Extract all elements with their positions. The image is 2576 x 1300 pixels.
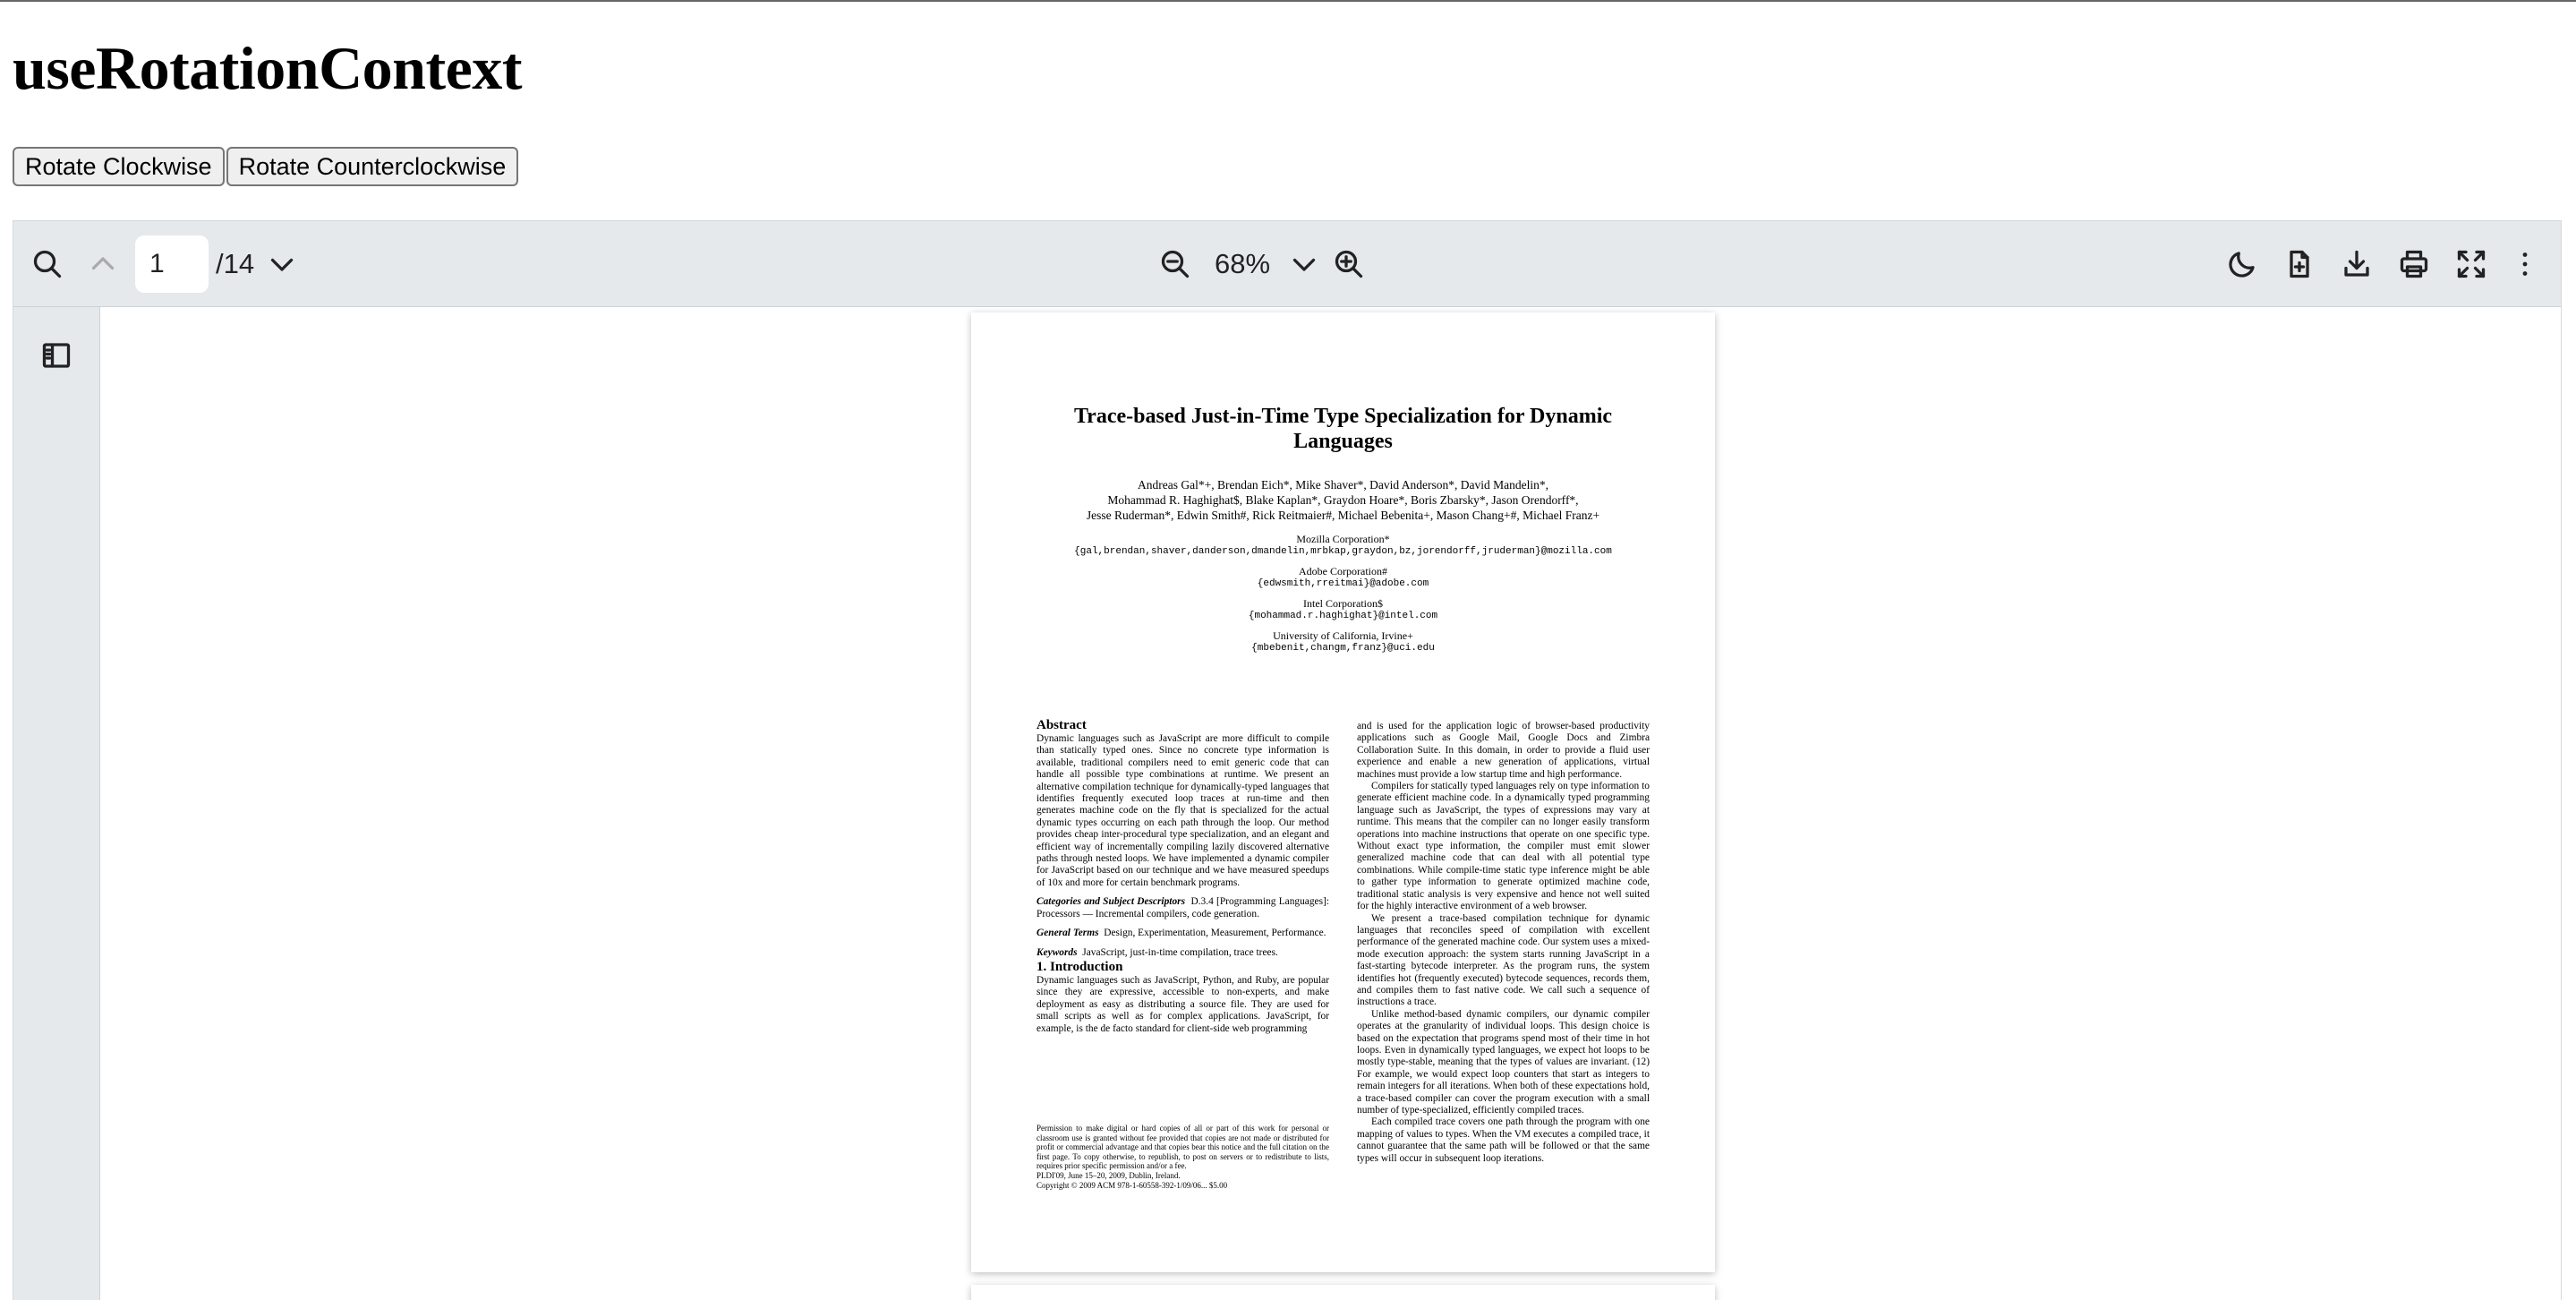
- affiliation-email: {edwsmith,rreitmai}@adobe.com: [1257, 578, 1429, 589]
- pdf-viewer: [13, 220, 2562, 1300]
- viewer-toolbar: [13, 221, 2561, 307]
- search-icon[interactable]: [26, 243, 69, 286]
- rotate-clockwise-button[interactable]: Rotate Clockwise: [13, 147, 225, 186]
- body-paragraph: Each compiled trace covers one path through the program with one mapping of values to types. When the VM executes a compiled trace, it cannot guarantee that the same path will be followed or that the same types will occur in subsequent loop iterations.: [1357, 1116, 1650, 1164]
- body-paragraph: and is used for the application logic of browser-based productivity applications such as Google Mail, Google Docs and Zimbra Collaboration Suite. In this domain, in order to provide a fluid user experience and enable a new generation of applications, virtual machines must provide a low startup time and high performance.: [1357, 721, 1650, 780]
- keywords-label: Keywords: [1036, 946, 1078, 958]
- right-column: [1357, 721, 1650, 1165]
- paper-authors: [1007, 477, 1679, 523]
- affiliation-name: Intel Corporation$: [1303, 597, 1383, 610]
- affiliation: [1007, 533, 1679, 558]
- download-icon[interactable]: [2335, 243, 2378, 286]
- zoom-out-icon[interactable]: [1154, 243, 1197, 286]
- chevron-up-icon[interactable]: [81, 243, 124, 286]
- terms-label: General Terms: [1036, 928, 1099, 939]
- left-column: [1036, 717, 1329, 1035]
- zoom-level-label[interactable]: 68%: [1215, 248, 1271, 279]
- terms-text: Design, Experimentation, Measurement, Performance.: [1104, 928, 1326, 939]
- authors-line: Mohammad R. Haghighat$, Blake Kaplan*, Graydon Hoare*, Boris Zbarsky*, Jason Orendorff*,: [1107, 493, 1579, 507]
- rotate-counterclockwise-button[interactable]: Rotate Counterclockwise: [226, 147, 519, 186]
- rotation-button-row: [13, 147, 518, 186]
- body-paragraph: We present a trace-based compilation technique for dynamic languages that reconciles speed of compilation with excellent performance of the generated machine code. Our system uses a mixed-mode execution approach: the system starts running JavaScript in a fast-starting bytecode interpreter. As the program runs, the system identifies hot (frequently executed) bytecode sequences, records them, and compiles them to fast native code. We call such a sequence of instructions a trace.: [1357, 912, 1650, 1008]
- abstract-text: Dynamic languages such as JavaScript are more difficult to compile than statically typed ones. Since no concrete type information is available, traditional compilers need to emit generic code that can handle all possible type combinations at runtime. We present an alternative compilation technique for dynamically-typed languages that identifies frequently executed loop traces at run-time and then generates machine code on the fly that is specialized for the actual dynamic types occurring on each path through the loop. Our method provides cheap inter-procedural type specialization, and an elegant and efficient way of incrementally compiling lazily discovered alternative paths through nested loops. We have implemented a dynamic compiler for JavaScript based on our technique and we have measured speedups of 10x and more for certain benchmark programs.: [1036, 733, 1329, 888]
- viewer-sidebar: [13, 307, 100, 1300]
- affiliation-email: {gal,brendan,shaver,danderson,dmandelin,mrbkap,graydon,bz,jorendorff,jruderman}@mozilla.com: [1074, 546, 1612, 557]
- affiliation-email: {mbebenit,changm,franz}@uci.edu: [1251, 643, 1435, 654]
- sidebar-toggle-icon[interactable]: [35, 334, 78, 377]
- categories-label: Categories and Subject Descriptors: [1036, 896, 1186, 908]
- terms-paragraph: [1036, 928, 1329, 939]
- introduction-text: Dynamic languages such as JavaScript, Python, and Ruby, are popular since they are expressive, accessible to non-experts, and make deployment as easy as distributing a source file. They are used for small scripts as well as for complex applications. JavaScript, for example, is the de facto standard for client-side web programming: [1036, 974, 1329, 1034]
- body-paragraph: Unlike method-based dynamic compilers, our dynamic compiler operates at the granularity of individual loops. This design choice is based on the expectation that programs spend most of their time in hot loops. Even in dynamically typed languages, we expect hot loops to be mostly type-stable, meaning that the types of values are invariant. (12) For example, we would expect loop counters that start as integers to remain integers for all iterations. When both of these expectations hold, a trace-based compiler can cover the program execution with a small number of type-specialized, efficiently compiled traces.: [1357, 1008, 1650, 1116]
- categories-text: D.3.4 [Programming Languages]: Processors — Incremental compilers, code generation.: [1036, 896, 1329, 919]
- authors-line: Andreas Gal*+, Brendan Eich*, Mike Shaver*, David Anderson*, David Mandelin*,: [1137, 478, 1548, 492]
- moon-icon[interactable]: [2221, 243, 2264, 286]
- page-number-input[interactable]: [135, 235, 209, 293]
- print-icon[interactable]: [2393, 243, 2435, 286]
- affiliation: [1007, 629, 1679, 654]
- window-top-border: [0, 0, 2576, 2]
- affiliation-email: {mohammad.r.haghighat}@intel.com: [1248, 611, 1438, 621]
- chevron-down-icon[interactable]: [260, 243, 303, 286]
- zoom-dropdown-chevron-icon[interactable]: [1283, 243, 1326, 286]
- affiliation-name: Mozilla Corporation*: [1296, 533, 1390, 545]
- abstract-heading: Abstract: [1036, 718, 1087, 732]
- document-canvas[interactable]: [100, 307, 2562, 1300]
- categories-paragraph: [1036, 896, 1329, 920]
- zoom-in-icon[interactable]: [1327, 243, 1370, 286]
- keywords-text: JavaScript, just-in-time compilation, trace trees.: [1082, 946, 1278, 958]
- conference-line: PLDI'09, June 15–20, 2009, Dublin, Ireland.: [1036, 1170, 1181, 1180]
- body-paragraph: Compilers for statically typed languages rely on type information to generate efficient machine code. In a dynamically typed programming language such as JavaScript, the types of expressions may vary at runtime. This means that the compiler can no longer easily transform operations into machine instructions that operate on one specific type. Without exact type information, the compiler must emit slower generalized machine code that can deal with all potential type combinations. While compile-time static type inference might be able to gather type information to generate optimized machine code, traditional static analysis is very expensive and hence not well suited for the highly interactive environment of a web browser.: [1357, 781, 1650, 912]
- copyright-line: Copyright © 2009 ACM 978-1-60558-392-1/09/06... $5.00: [1036, 1180, 1228, 1190]
- paper-title: Trace-based Just-in-Time Type Specialization for Dynamic Languages: [1073, 405, 1613, 453]
- introduction-heading: 1. Introduction: [1036, 959, 1123, 974]
- fullscreen-icon[interactable]: [2450, 243, 2493, 286]
- affiliation-name: University of California, Irvine+: [1273, 629, 1413, 642]
- pdf-page-2: [971, 1285, 1715, 1300]
- keywords-paragraph: [1036, 947, 1329, 959]
- page-heading: useRotationContext: [13, 34, 522, 102]
- pdf-page-1: [971, 312, 1715, 1272]
- permission-footnote: [1036, 1124, 1329, 1190]
- more-vertical-icon[interactable]: [2503, 243, 2546, 286]
- authors-line: Jesse Ruderman*, Edwin Smith#, Rick Reitmaier#, Michael Bebenita+, Mason Chang+#, Michael Franz+: [1086, 509, 1600, 522]
- permission-text: Permission to make digital or hard copies of all or part of this work for personal or classroom use is granted without fee provided that copies are not made or distributed for profit or commercial advantage and that copies bear this notice and the full citation on the first page. To copy otherwise, to republish, to post on servers or to redistribute to lists, requires prior specific permission and/or a fee.: [1036, 1124, 1329, 1171]
- affiliation-name: Adobe Corporation#: [1299, 565, 1387, 577]
- open-file-icon[interactable]: [2278, 243, 2321, 286]
- affiliation: [1007, 597, 1679, 622]
- page-total-label: /14: [216, 248, 255, 279]
- affiliation: [1007, 565, 1679, 590]
